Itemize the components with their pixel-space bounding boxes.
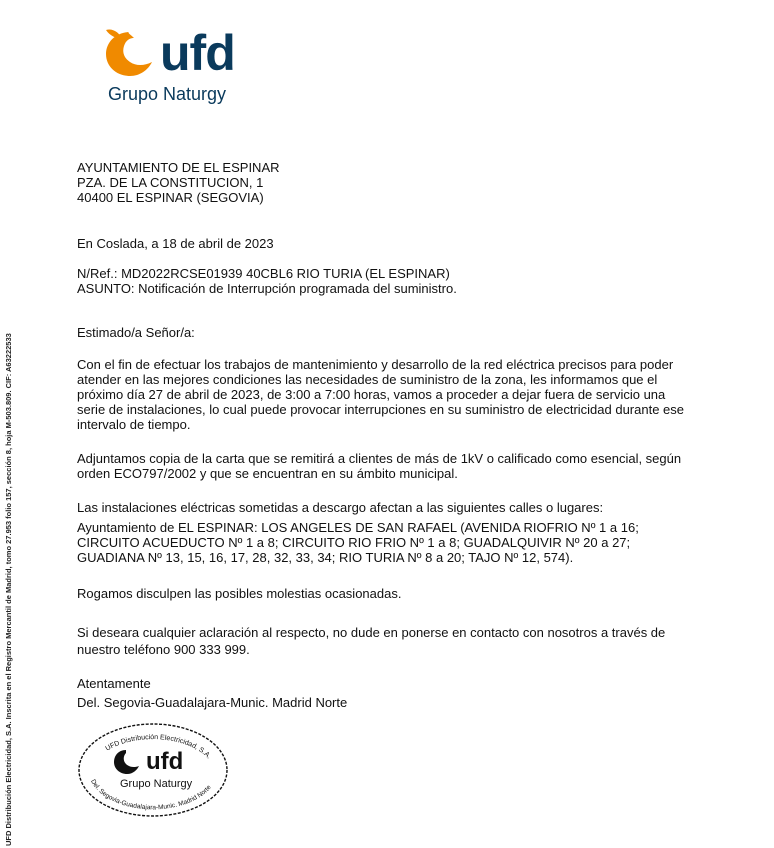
- para1-line: atender en las mejores condiciones las necesidades de suministro de la zona, les informamos que el: [77, 372, 658, 387]
- closing: Atentamente: [77, 676, 151, 691]
- recipient-line-1: AYUNTAMIENTO DE EL ESPINAR: [77, 160, 280, 175]
- para2-line: orden ECO797/2002 y que se encuentran en su ámbito municipal.: [77, 466, 458, 481]
- logo-group-text: Grupo Naturgy: [108, 84, 227, 104]
- subject-line: ASUNTO: Notificación de Interrupción programada del suministro.: [77, 281, 457, 296]
- svg-text:Del. Segovia-Guadalajara-Munic: Del. Segovia-Guadalajara-Munic. Madrid Norte: [89, 778, 213, 812]
- stamp-group-text: Grupo Naturgy: [120, 778, 193, 790]
- para1-line: serie de instalaciones, lo cual puede provocar interrupciones en su suministro de electricidad durante ese: [77, 402, 685, 417]
- para2-line: Adjuntamos copia de la carta que se remitirá a clientes de más de 1kV o calificado como esencial, según: [77, 451, 682, 466]
- para1-line: Con el fin de efectuar los trabajos de mantenimiento y desarrollo de la red eléctrica precisos para poder: [77, 357, 674, 372]
- ufd-swoosh-icon: [100, 22, 160, 82]
- para3-line: Las instalaciones eléctricas sometidas a descargo afectan a las siguientes calles o lugares:: [77, 500, 604, 515]
- svg-text:UFD Distribución Electricidad,: UFD Distribución Electricidad, S.A.: [104, 734, 213, 761]
- stamp-brand-text: ufd: [146, 748, 184, 775]
- streets-line: Ayuntamiento de EL ESPINAR: LOS ANGELES DE SAN RAFAEL (AVENIDA RIOFRIO Nº 1 a 16;: [77, 520, 639, 535]
- date-line: En Coslada, a 18 de abril de 2023: [77, 236, 274, 251]
- contact-line: Si deseara cualquier aclaración al respecto, no dude en ponerse en contacto con nosotros a través de: [77, 625, 666, 640]
- contact-line: nuestro teléfono 900 333 999.: [77, 642, 250, 657]
- apology-line: Rogamos disculpen las posibles molestias ocasionadas.: [77, 586, 402, 601]
- recipient-line-3: 40400 EL ESPINAR (SEGOVIA): [77, 190, 264, 205]
- signature: Del. Segovia-Guadalajara-Munic. Madrid Norte: [77, 695, 348, 710]
- logo-brand-text: ufd: [160, 25, 235, 81]
- greeting: Estimado/a Señor/a:: [77, 325, 195, 340]
- recipient-line-2: PZA. DE LA CONSTITUCION, 1: [77, 175, 264, 190]
- para1-line: intervalo de tiempo.: [77, 417, 191, 432]
- vertical-legal-note: UFD Distribución Electricidad, S.A. Inscrita en el Registro Mercantil de Madrid, tomo 27.953 folio 157, sección 8, hoja M-503.809. CIF: A63222533: [4, 333, 13, 846]
- company-logo: [100, 22, 260, 112]
- streets-line: CIRCUITO ACUEDUCTO Nº 1 a 8; CIRCUITO RIO FRIO Nº 1 a 8; GUADALQUIVIR Nº 20 a 27;: [77, 535, 631, 550]
- company-stamp: [76, 720, 230, 820]
- para1-line: próximo día 27 de abril de 2023, de 3:00 a 7:00 horas, vamos a proceder a dejar fuera de servicio una: [77, 387, 666, 402]
- streets-line: GUADIANA Nº 13, 15, 16, 17, 28, 32, 33, 34; RIO TURIA Nº 8 a 20; TAJO Nº 12, 574).: [77, 550, 574, 565]
- reference-line: N/Ref.: MD2022RCSE01939 40CBL6 RIO TURIA (EL ESPINAR): [77, 266, 450, 281]
